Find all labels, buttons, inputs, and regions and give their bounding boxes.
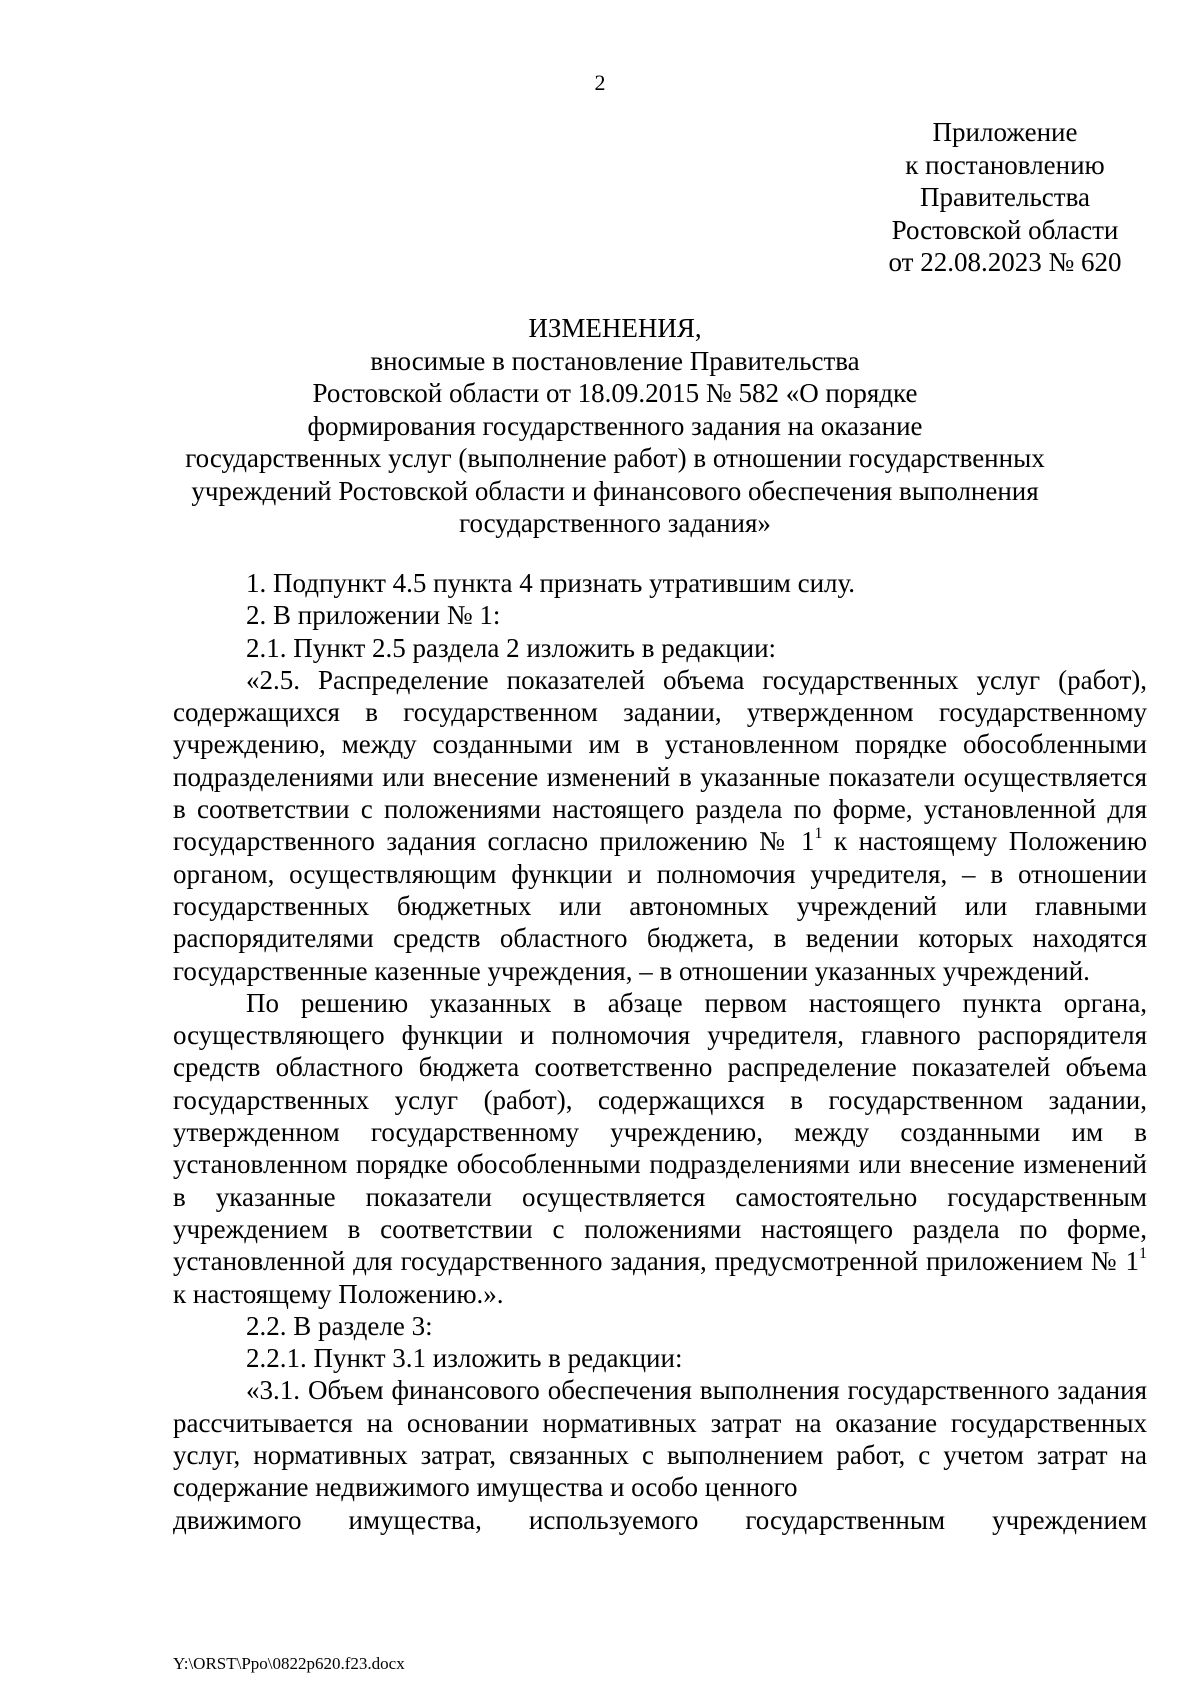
paragraph-text: к настоящему Положению.». — [173, 1278, 504, 1309]
paragraph: 2. В приложении № 1: — [246, 600, 501, 631]
paragraph: 2.2. В разделе 3: — [246, 1310, 433, 1341]
footer-file-path: Y:\ORST\Ppo\0822p620.f23.docx — [173, 1654, 405, 1673]
paragraph-text: «2.5. Распределение показателей объема государственных услуг (работ), содержащихся в государственном задании, утвержденном государственному учреждению, между созданными им в установленном порядке обособленными подразделениями или внесение изменений в указанные показатели осуществляется в соответствии с положениями настоящего раздела по форме, установленной для государственного задания согласно приложению № 1 — [173, 664, 1147, 857]
appendix-line: Приложение — [932, 117, 1078, 147]
superscript: 1 — [814, 825, 823, 843]
appendix-line: от 22.08.2023 № 620 — [888, 247, 1122, 277]
paragraph: 2.2.1. Пункт 3.1 изложить в редакции: — [246, 1343, 683, 1374]
appendix-line: Правительства — [920, 182, 1090, 212]
superscript: 1 — [1139, 1245, 1147, 1263]
title-line: вносимые в постановление Правительства — [370, 345, 860, 376]
title-line: Ростовской области от 18.09.2015 № 582 «О порядке — [312, 378, 918, 408]
appendix-block — [835, 116, 1175, 279]
document-title — [165, 312, 1065, 540]
title-line: государственного задания» — [459, 508, 771, 538]
title-heading: ИЗМЕНЕНИЯ, — [528, 313, 702, 343]
appendix-line: Ростовской области — [891, 214, 1119, 245]
page-number: 2 — [594, 70, 606, 95]
paragraph — [173, 664, 1147, 987]
title-line: формирования государственного задания на оказание — [307, 410, 923, 441]
appendix-line: к постановлению — [905, 149, 1105, 180]
paragraph-text: По решению указанных в абзаце первом настоящего пункта органа, осуществляющего функции и полномочия учредителя, главного распорядителя средств областного бюджета соответственно распределение показателей объема государственных услуг (работ), содержащихся в государственном задании, утвержденном государственному учреждению, между созданными им в установленном порядке обособленными подразделениями или внесение изменений в указанные показатели осуществляется самостоятельно государственным учреждением в соответствии с положениями настоящего раздела по форме, установленной для государственного задания, предусмотренной приложением № 1 — [173, 987, 1147, 1277]
paragraph: «3.1. Объем финансового обеспечения выполнения государственного задания рассчитывается на основании нормативных затрат на оказание государственных услуг, нормативных затрат, связанных с выполнением работ, с учетом затрат на содержание недвижимого имущества и особо ценного — [173, 1375, 1147, 1503]
paragraph-continued: движимого имущества, используемого государственным учреждением — [173, 1504, 1147, 1535]
title-line: учреждений Ростовской области и финансового обеспечения выполнения — [191, 475, 1039, 506]
title-line: государственных услуг (выполнение работ) в отношении государственных — [185, 443, 1045, 473]
paragraph: 2.1. Пункт 2.5 раздела 2 изложить в редакции: — [246, 632, 777, 663]
paragraph-text: к настоящему Положению органом, осуществляющим функции и полномочия учредителя, – в отношении государственных бюджетных или автономных учреждений или главными распорядителями средств областного бюджета, в ведении которых находятся государственные казенные учреждения, – в отношении указанных учреждений. — [173, 826, 1147, 986]
document-body — [173, 567, 1147, 1536]
paragraph: 1. Подпункт 4.5 пункта 4 признать утратившим силу. — [246, 568, 856, 598]
paragraph — [173, 987, 1147, 1310]
